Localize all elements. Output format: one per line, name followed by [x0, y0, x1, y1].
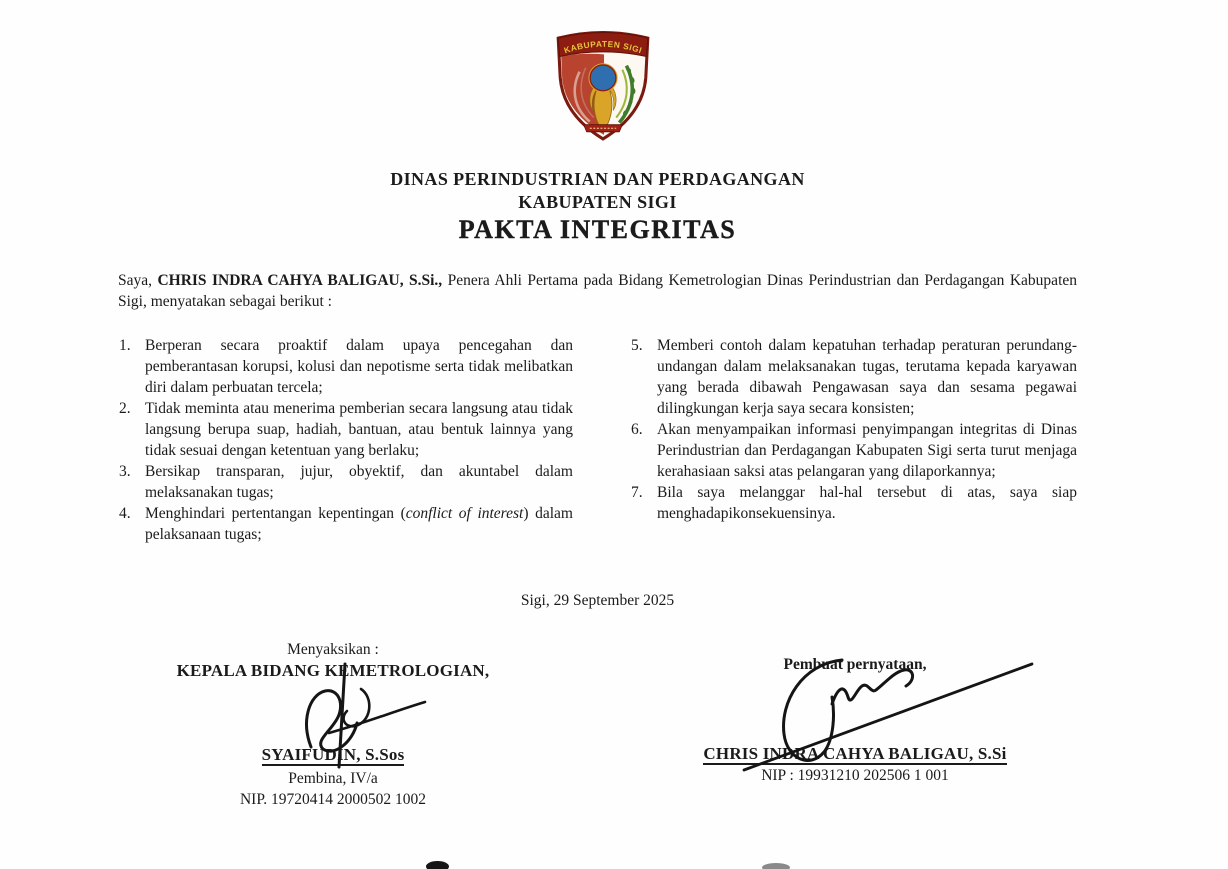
witness-rank: Pembina, IV/a — [288, 770, 378, 787]
witness-nip: NIP. 19720414 2000502 1002 — [239, 791, 426, 808]
intro-paragraph — [118, 270, 1077, 312]
text-segment: Bila saya melanggar hal-hal tersebut di atas, saya siap menghadapikonsekuensinya. — [657, 484, 1077, 522]
signature-block-declarant — [640, 655, 1070, 786]
pledge-item — [118, 398, 573, 461]
text-segment: Tidak meminta atau menerima pemberian secara langsung atau tidak langsung berupa suap, hadiah, bantuan, atau bentuk lainnya yang tidak sesuai dengan ketentuan yang berlaku; — [145, 400, 573, 459]
text-segment: Saya, — [118, 272, 158, 289]
agency-region: KABUPATEN SIGI — [518, 192, 677, 212]
agency-name: DINAS PERINDUSTRIAN DAN PERDAGANGAN — [390, 169, 805, 189]
witness-caption: Menyaksikan : — [287, 641, 379, 658]
scan-artifact — [426, 861, 449, 869]
witness-name: SYAIFUDIN, S.Sos — [261, 745, 405, 764]
text-segment: CHRIS INDRA CAHYA BALIGAU, S.Si., — [157, 272, 443, 289]
scan-artifact — [762, 863, 790, 869]
pledge-item — [630, 335, 1077, 419]
text-segment: Bersikap transparan, jujur, obyektif, dan akuntabel dalam melaksanakan tugas; — [145, 463, 573, 501]
declarant-nip: NIP : 19931210 202506 1 001 — [761, 767, 949, 784]
pledge-list-left — [118, 335, 573, 545]
pledge-item — [630, 482, 1077, 524]
pledge-item — [118, 503, 573, 545]
declarant-name: CHRIS INDRA CAHYA BALIGAU, S.Si — [703, 744, 1007, 763]
text-segment: Akan menyampaikan informasi penyimpangan integritas di Dinas Perindustrian dan Perdagangan Kabupaten Sigi serta turut menjaga kerahasiaan saksi atas pelangaran yang dilaporkannya; — [657, 421, 1077, 480]
text-segment: Berperan secara proaktif dalam upaya pencegahan dan pemberantasan korupsi, kolusi dan nepotisme serta tidak melibatkan diri dalam perbuatan tercela; — [145, 337, 573, 396]
date-line: Sigi, 29 September 2025 — [520, 592, 675, 609]
text-segment: conflict of interest — [405, 505, 524, 522]
text-segment: Menghindari pertentangan kepentingan ( — [145, 505, 406, 522]
pledge-list-right — [630, 335, 1077, 524]
kabupaten-sigi-logo-icon — [552, 31, 654, 141]
witness-role: KEPALA BIDANG KEMETROLOGIAN, — [176, 661, 490, 680]
text-segment: Memberi contoh dalam kepatuhan terhadap peraturan perundang-undangan dalam melaksanakan tugas, terutama kepada karyawan yang berada dibawah Pengawasan saya dan sesama pegawai dilingkungan kerja saya secara konsisten; — [657, 337, 1077, 417]
document-title: PAKTA INTEGRITAS — [458, 215, 737, 244]
text-segment: ) dalam pelaksanaan tugas; — [145, 505, 573, 543]
declarant-caption: Pembuat pernyataan, — [783, 656, 927, 673]
pledge-item — [118, 335, 573, 398]
signature-block-witness — [118, 640, 548, 810]
shield-icon — [552, 31, 654, 141]
pledge-item — [630, 419, 1077, 482]
text-segment: Penera Ahli Pertama pada Bidang Kemetrologian Dinas Perindustrian dan Perdagangan Kabupaten Sigi, menyatakan sebagai berikut : — [118, 272, 1078, 310]
svg-text:KABUPATEN SIGI: KABUPATEN SIGI — [562, 38, 644, 56]
pledge-columns — [118, 335, 1077, 545]
pledge-item — [118, 461, 573, 503]
